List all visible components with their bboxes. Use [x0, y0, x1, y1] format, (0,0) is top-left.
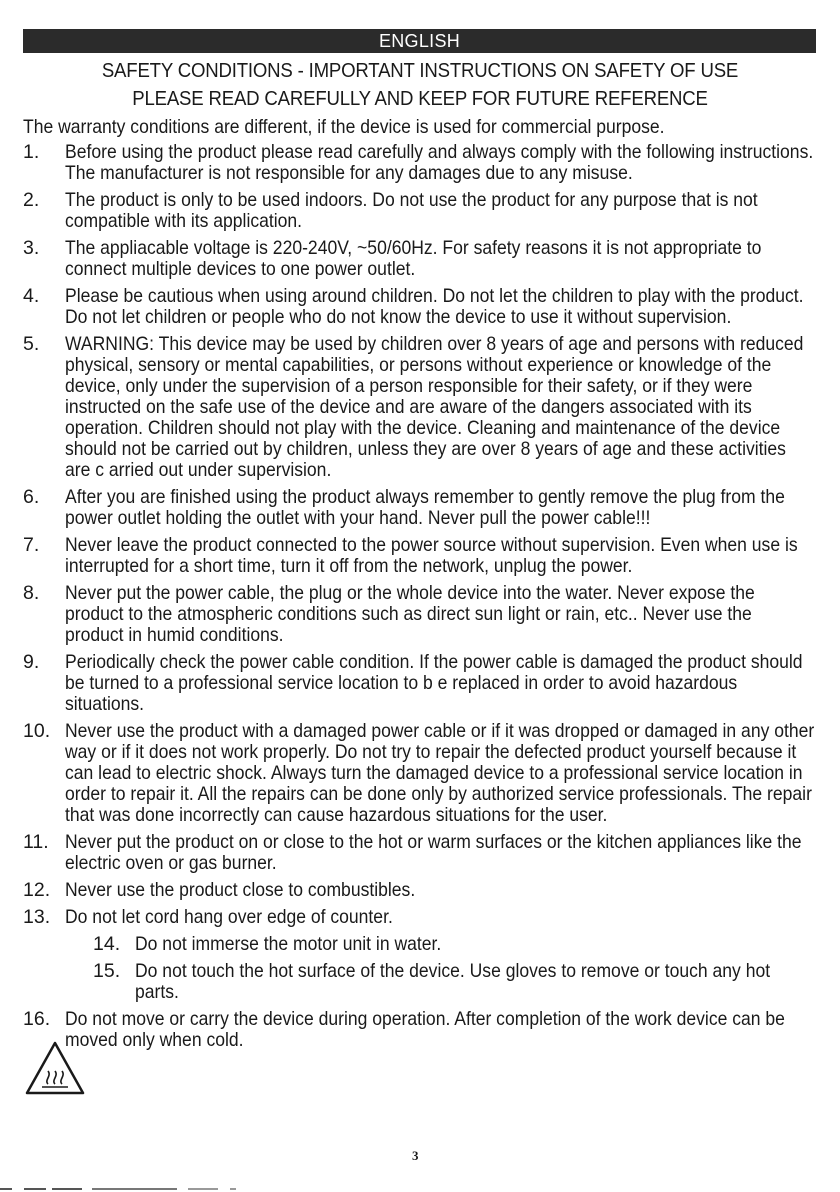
item-text: The appliacable voltage is 220-240V, ~50/60Hz. For safety reasons it is not appropriate to connect multiple devices to one power outlet.: [65, 237, 762, 280]
item-text: Never use the product close to combustibles.: [65, 879, 416, 901]
item-text: After you are finished using the product always remember to gently remove the plug from the power outlet holding the outlet with your hand. Never pull the power cable!!!: [65, 486, 785, 529]
item-text: WARNING: This device may be used by children over 8 years of age and persons with reduced physical, sensory or mental capabilities, or persons without experience or knowledge of the device, only under the supervision of a person responsible for their safety, or if they were instructed on the safe use of the device and are aware of the dangers associated with its operation. Children should not play with the device. Cleaning and maintenance of the device should not be carried out by children, unless they are over 8 years of age and these activities are c arried out under supervision.: [65, 333, 804, 481]
item-number: 5.: [23, 333, 40, 355]
item-text: Do not move or carry the device during operation. After completion of the work device can be moved only when cold.: [65, 1008, 785, 1051]
item-number: 11.: [23, 831, 49, 853]
item-text: Do not touch the hot surface of the device. Use gloves to remove or touch any hot parts.: [135, 960, 771, 1003]
item-number: 14.: [93, 933, 121, 955]
list-item: [0, 652, 840, 715]
list-item: [0, 934, 840, 955]
hot-surface-warning-icon: [24, 1040, 86, 1096]
item-number: 16.: [23, 1008, 51, 1030]
item-number: 3.: [23, 237, 40, 259]
item-number: 12.: [23, 879, 51, 901]
item-text: Never use the product with a damaged power cable or if it was dropped or damaged in any other way or if it does not work properly. Do not try to repair the defected product yourself because it can lead to electric shock. Always turn the damaged device to a professional service location in order to repair it. All the repairs can be done only by authorized service professionals. The repair that was done incorrectly can cause hazardous situations for the user.: [65, 720, 815, 826]
item-text: The product is only to be used indoors. Do not use the product for any purpose that is not compatible with its application.: [65, 189, 758, 232]
item-text: Do not let cord hang over edge of counter.: [65, 906, 393, 928]
safety-title: SAFETY CONDITIONS - IMPORTANT INSTRUCTIONS ON SAFETY OF USE: [101, 60, 739, 82]
warranty-intro: The warranty conditions are different, if the device is used for commercial purpose.: [23, 116, 665, 138]
list-item: [0, 583, 840, 646]
item-text: Before using the product please read carefully and always comply with the following instructions. The manufacturer is not responsible for any damages due to any misuse.: [65, 141, 814, 184]
item-number: 15.: [93, 960, 121, 982]
list-item: [0, 832, 840, 874]
list-item: [0, 535, 840, 577]
item-number: 9.: [23, 651, 40, 673]
list-item: [0, 907, 840, 928]
safety-instructions-list: [0, 142, 840, 1057]
list-item: [0, 286, 840, 328]
list-item: [0, 961, 840, 1003]
item-text: Please be cautious when using around children. Do not let the children to play with the product. Do not let children or people who do not know the device to use it without supervision.: [65, 285, 804, 328]
list-item: [0, 487, 840, 529]
item-text: Never leave the product connected to the power source without supervision. Even when use is interrupted for a short time, turn it off from the network, unplug the power.: [65, 534, 798, 577]
list-item: [0, 334, 840, 481]
page-number: 3: [412, 1148, 419, 1163]
scan-artifact-line: [0, 1185, 840, 1192]
item-text: Never put the product on or close to the hot or warm surfaces or the kitchen appliances like the electric oven or gas burner.: [65, 831, 802, 874]
item-number: 1.: [23, 141, 40, 163]
item-number: 2.: [23, 189, 40, 211]
item-number: 6.: [23, 486, 40, 508]
list-item: [0, 190, 840, 232]
language-header: ENGLISH: [23, 29, 816, 53]
item-number: 13.: [23, 906, 51, 928]
item-number: 7.: [23, 534, 40, 556]
item-number: 10.: [23, 720, 51, 742]
item-text: Do not immerse the motor unit in water.: [135, 933, 442, 955]
item-text: Never put the power cable, the plug or the whole device into the water. Never expose the product to the atmospheric conditions such as direct sun light or rain, etc.. Never use the product in humid conditions.: [65, 582, 755, 646]
safety-subtitle: PLEASE READ CAREFULLY AND KEEP FOR FUTURE REFERENCE: [132, 88, 708, 110]
list-item: [0, 1009, 840, 1051]
list-item: [0, 721, 840, 826]
list-item: [0, 142, 840, 184]
item-number: 8.: [23, 582, 40, 604]
item-number: 4.: [23, 285, 40, 307]
list-item: [0, 880, 840, 901]
item-text: Periodically check the power cable condition. If the power cable is damaged the product should be turned to a professional service location to b e replaced in order to avoid hazardous situations.: [65, 651, 803, 715]
list-item: [0, 238, 840, 280]
